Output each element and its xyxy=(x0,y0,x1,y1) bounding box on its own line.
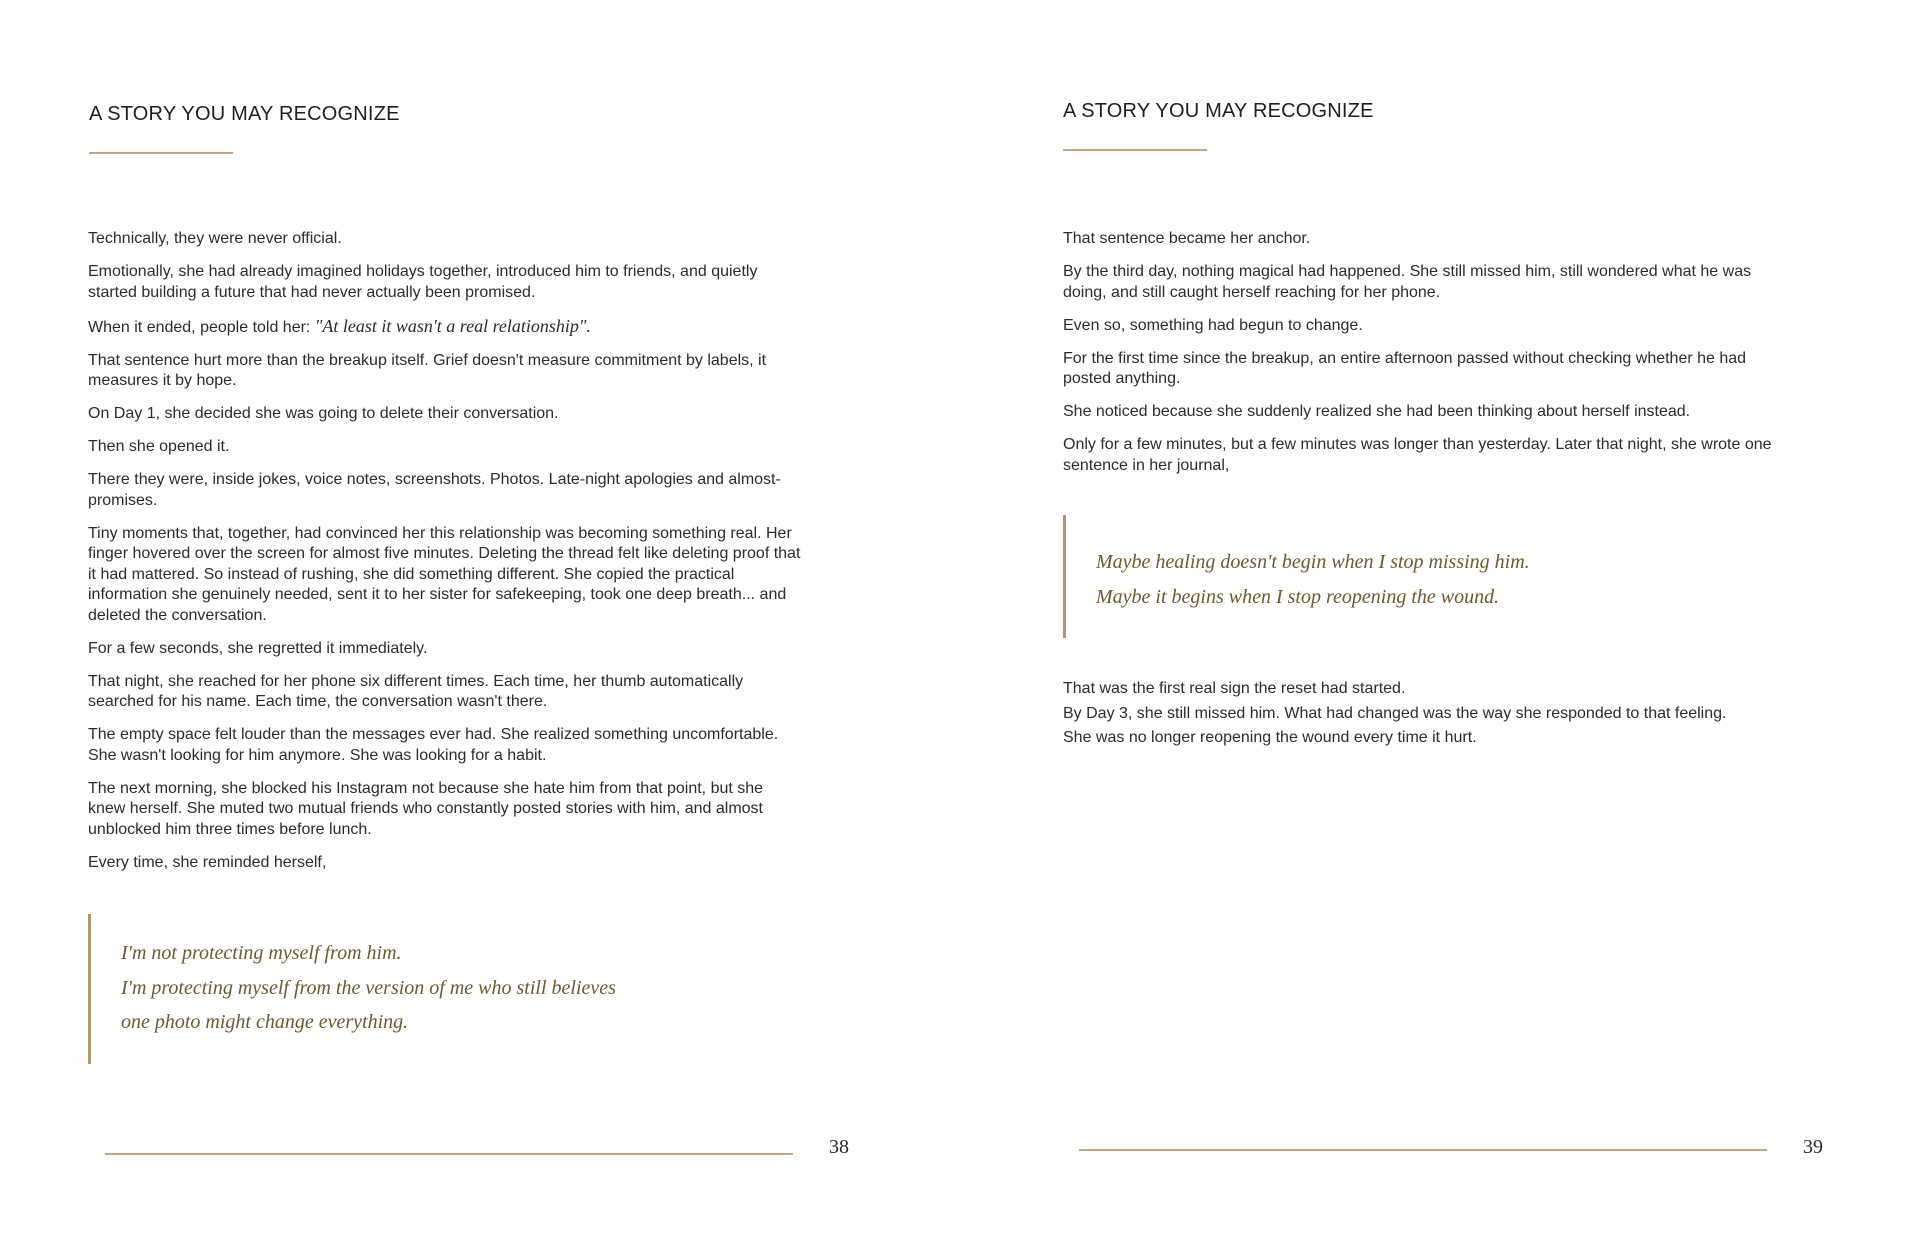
quote-line: Maybe it begins when I stop reopening the wound. xyxy=(1096,585,1500,608)
paragraph: Even so, something had begun to change. xyxy=(1063,316,1363,334)
quote-line: one photo might change everything. xyxy=(121,1011,409,1033)
paragraph: Every time, she reminded herself, xyxy=(88,853,327,871)
paragraph-text: Emotionally, she had already imagined holidays together, introduced him to friends, and quietly started building a future that had never actually been promised. xyxy=(88,263,758,301)
paragraph: On Day 1, she decided she was going to delete their conversation. xyxy=(88,405,559,422)
paragraph: By the third day, nothing magical had happened. She still missed him, still wondered what he was doing, and still caught herself reaching for her phone. xyxy=(1063,263,1752,301)
quote-line: Maybe healing doesn't begin when I stop missing him. xyxy=(1096,551,1530,573)
paragraph: She noticed because she suddenly realized she had been thinking about herself instead. xyxy=(1063,403,1691,420)
closing-line: By Day 3, she still missed him. What had changed was the way she responded to that feeling. xyxy=(1063,704,1727,722)
paragraph: Tiny moments that, together, had convinced her this relationship was becoming something real. Her finger hovered over the screen for almost five minutes. Deleting the thread felt like deleting proof that it had mattered. So instead of rushing, she did something different. She copied the practical information she genuinely needed, sent it to her sister for safekeeping, took one deep breath... and deleted the conversation. xyxy=(88,524,801,624)
inline-quote: "At least it wasn't a real relationship". xyxy=(314,315,591,336)
pull-quote xyxy=(88,914,616,1064)
story-body xyxy=(1063,229,1778,489)
paragraph: For the first time since the breakup, an entire afternoon passed without checking whether he had posted anything. xyxy=(1063,349,1747,387)
paragraph xyxy=(88,316,803,339)
paragraph: That sentence hurt more than the breakup itself. Grief doesn't measure commitment by labels, it measures it by hope. xyxy=(88,351,767,389)
paragraph: There they were, inside jokes, voice notes, screenshots. Photos. Late-night apologies and almost-promises. xyxy=(88,471,781,509)
closing-line: That was the first real sign the reset had started. xyxy=(1063,680,1406,697)
paragraph: Only for a few minutes, but a few minutes was longer than yesterday. Later that night, she wrote one sentence in her journal, xyxy=(1063,436,1772,474)
title-divider xyxy=(1063,149,1207,151)
closing-text xyxy=(1063,677,1778,751)
right-page xyxy=(960,0,1920,1242)
paragraph: Then she opened it. xyxy=(88,438,230,455)
section-title: A STORY YOU MAY RECOGNIZE xyxy=(1063,100,1374,122)
paragraph xyxy=(88,262,803,303)
page-number: 39 xyxy=(1803,1136,1823,1158)
section-title: A STORY YOU MAY RECOGNIZE xyxy=(89,103,400,125)
page-number: 38 xyxy=(829,1136,849,1158)
quote-line: I'm not protecting myself from him. xyxy=(121,942,402,964)
title-divider xyxy=(89,152,233,154)
story-body xyxy=(88,229,803,886)
quote-line: I'm protecting myself from the version of me who still believes xyxy=(121,976,616,999)
paragraph: That sentence became her anchor. xyxy=(1063,230,1311,247)
closing-line: She was no longer reopening the wound every time it hurt. xyxy=(1063,729,1477,746)
paragraph: The empty space felt louder than the messages ever had. She realized something uncomfortable. She wasn't looking for him anymore. She was looking for a habit. xyxy=(88,726,779,764)
paragraph: The next morning, she blocked his Instagram not because she hate him from that point, but she knew herself. She muted two mutual friends who constantly posted stories with him, and almost unblocked him three times before lunch. xyxy=(88,779,764,838)
footer-divider xyxy=(1079,1149,1767,1151)
paragraph-lead: When it ended, people told her: xyxy=(88,318,315,336)
footer-divider xyxy=(105,1153,793,1155)
paragraph: That night, she reached for her phone six different times. Each time, her thumb automatically searched for his name. Each time, the conversation wasn't there. xyxy=(88,672,744,710)
paragraph: For a few seconds, she regretted it immediately. xyxy=(88,639,428,657)
pull-quote xyxy=(1063,515,1530,638)
paragraph: Technically, they were never official. xyxy=(88,230,342,247)
